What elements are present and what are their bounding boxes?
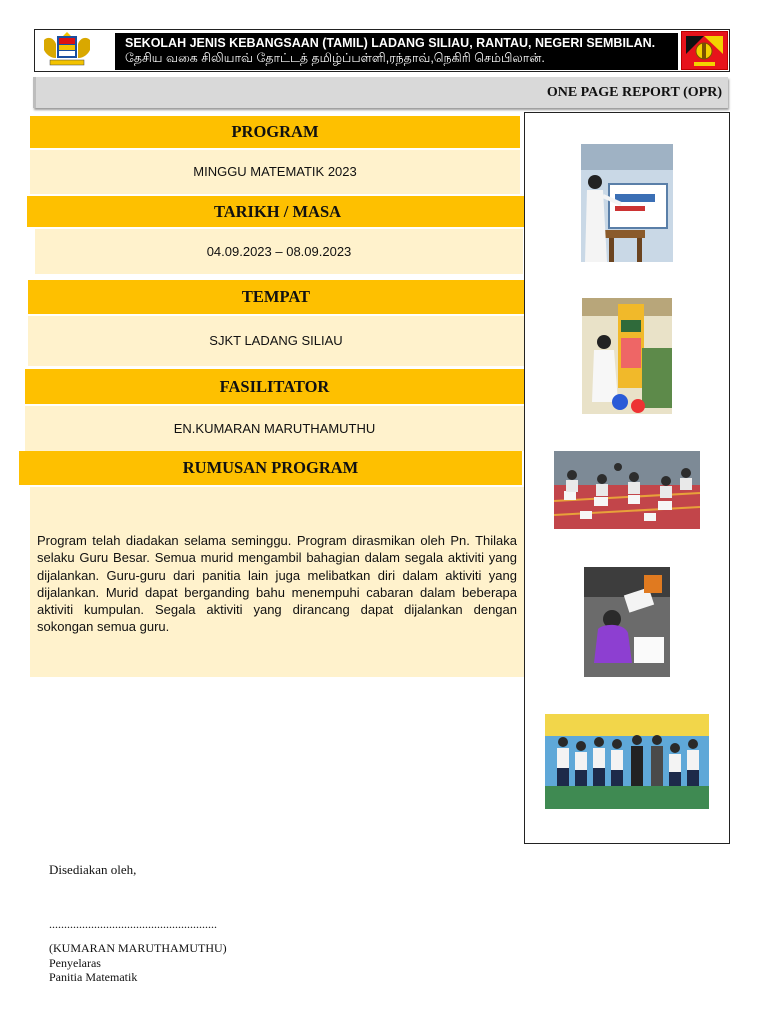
school-badge-icon bbox=[681, 31, 728, 70]
summary-heading: RUMUSAN PROGRAM bbox=[19, 451, 522, 485]
coat-of-arms-icon bbox=[38, 32, 96, 68]
photo-opening-ceremony bbox=[581, 144, 673, 262]
photo-pupils-on-mat bbox=[554, 451, 700, 529]
preparer-unit: Panitia Matematik bbox=[49, 970, 138, 984]
preparer-name: (KUMARAN MARUTHAMUTHU) bbox=[49, 941, 227, 955]
signature-line: ........................................................ bbox=[49, 917, 217, 931]
preparer-role: Penyelaras bbox=[49, 956, 101, 970]
photo-pupil-writing bbox=[584, 567, 670, 677]
photo-banner-activity bbox=[582, 298, 672, 414]
venue-heading: TEMPAT bbox=[28, 280, 524, 314]
program-heading: PROGRAM bbox=[30, 116, 520, 148]
summary-text: Program telah diadakan selama seminggu. Program dirasmikan oleh Pn. Thilaka selaku Guru Besar. Semua murid mengambil bahagian dalam segala aktiviti yang dijalankan. Guru-guru dari panitia lain juga melibatkan diri dalam aktiviti yang dijalankan. Murid dapat berganding bahu menempuhi cabaran dalam beberapa aktiviti kumpulan. Segala aktiviti yang dirancang dapat dijalankan dengan sokongan semua guru. bbox=[37, 533, 517, 635]
facilitator-value: EN.KUMARAN MARUTHAMUTHU bbox=[25, 406, 524, 451]
venue-value: SJKT LADANG SILIAU bbox=[28, 316, 524, 366]
photo-group-winners bbox=[545, 714, 709, 809]
date-heading: TARIKH / MASA bbox=[27, 196, 528, 227]
report-title: ONE PAGE REPORT (OPR) bbox=[546, 85, 722, 100]
prepared-by-label: Disediakan oleh, bbox=[49, 862, 137, 877]
school-name-tamil: தேசிய வகை சிலியாவ் தோட்டத் தமிழ்ப்பள்ளி,ரந்தாவ்,நெகிரி செம்பிலான். bbox=[125, 51, 545, 65]
school-name-english: SEKOLAH JENIS KEBANGSAAN (TAMIL) LADANG SILIAU, RANTAU, NEGERI SEMBILAN. bbox=[125, 36, 656, 50]
facilitator-heading: FASILITATOR bbox=[25, 369, 524, 404]
report-title-bar bbox=[33, 77, 728, 108]
date-value: 04.09.2023 – 08.09.2023 bbox=[35, 229, 523, 274]
program-value: MINGGU MATEMATIK 2023 bbox=[30, 150, 520, 194]
